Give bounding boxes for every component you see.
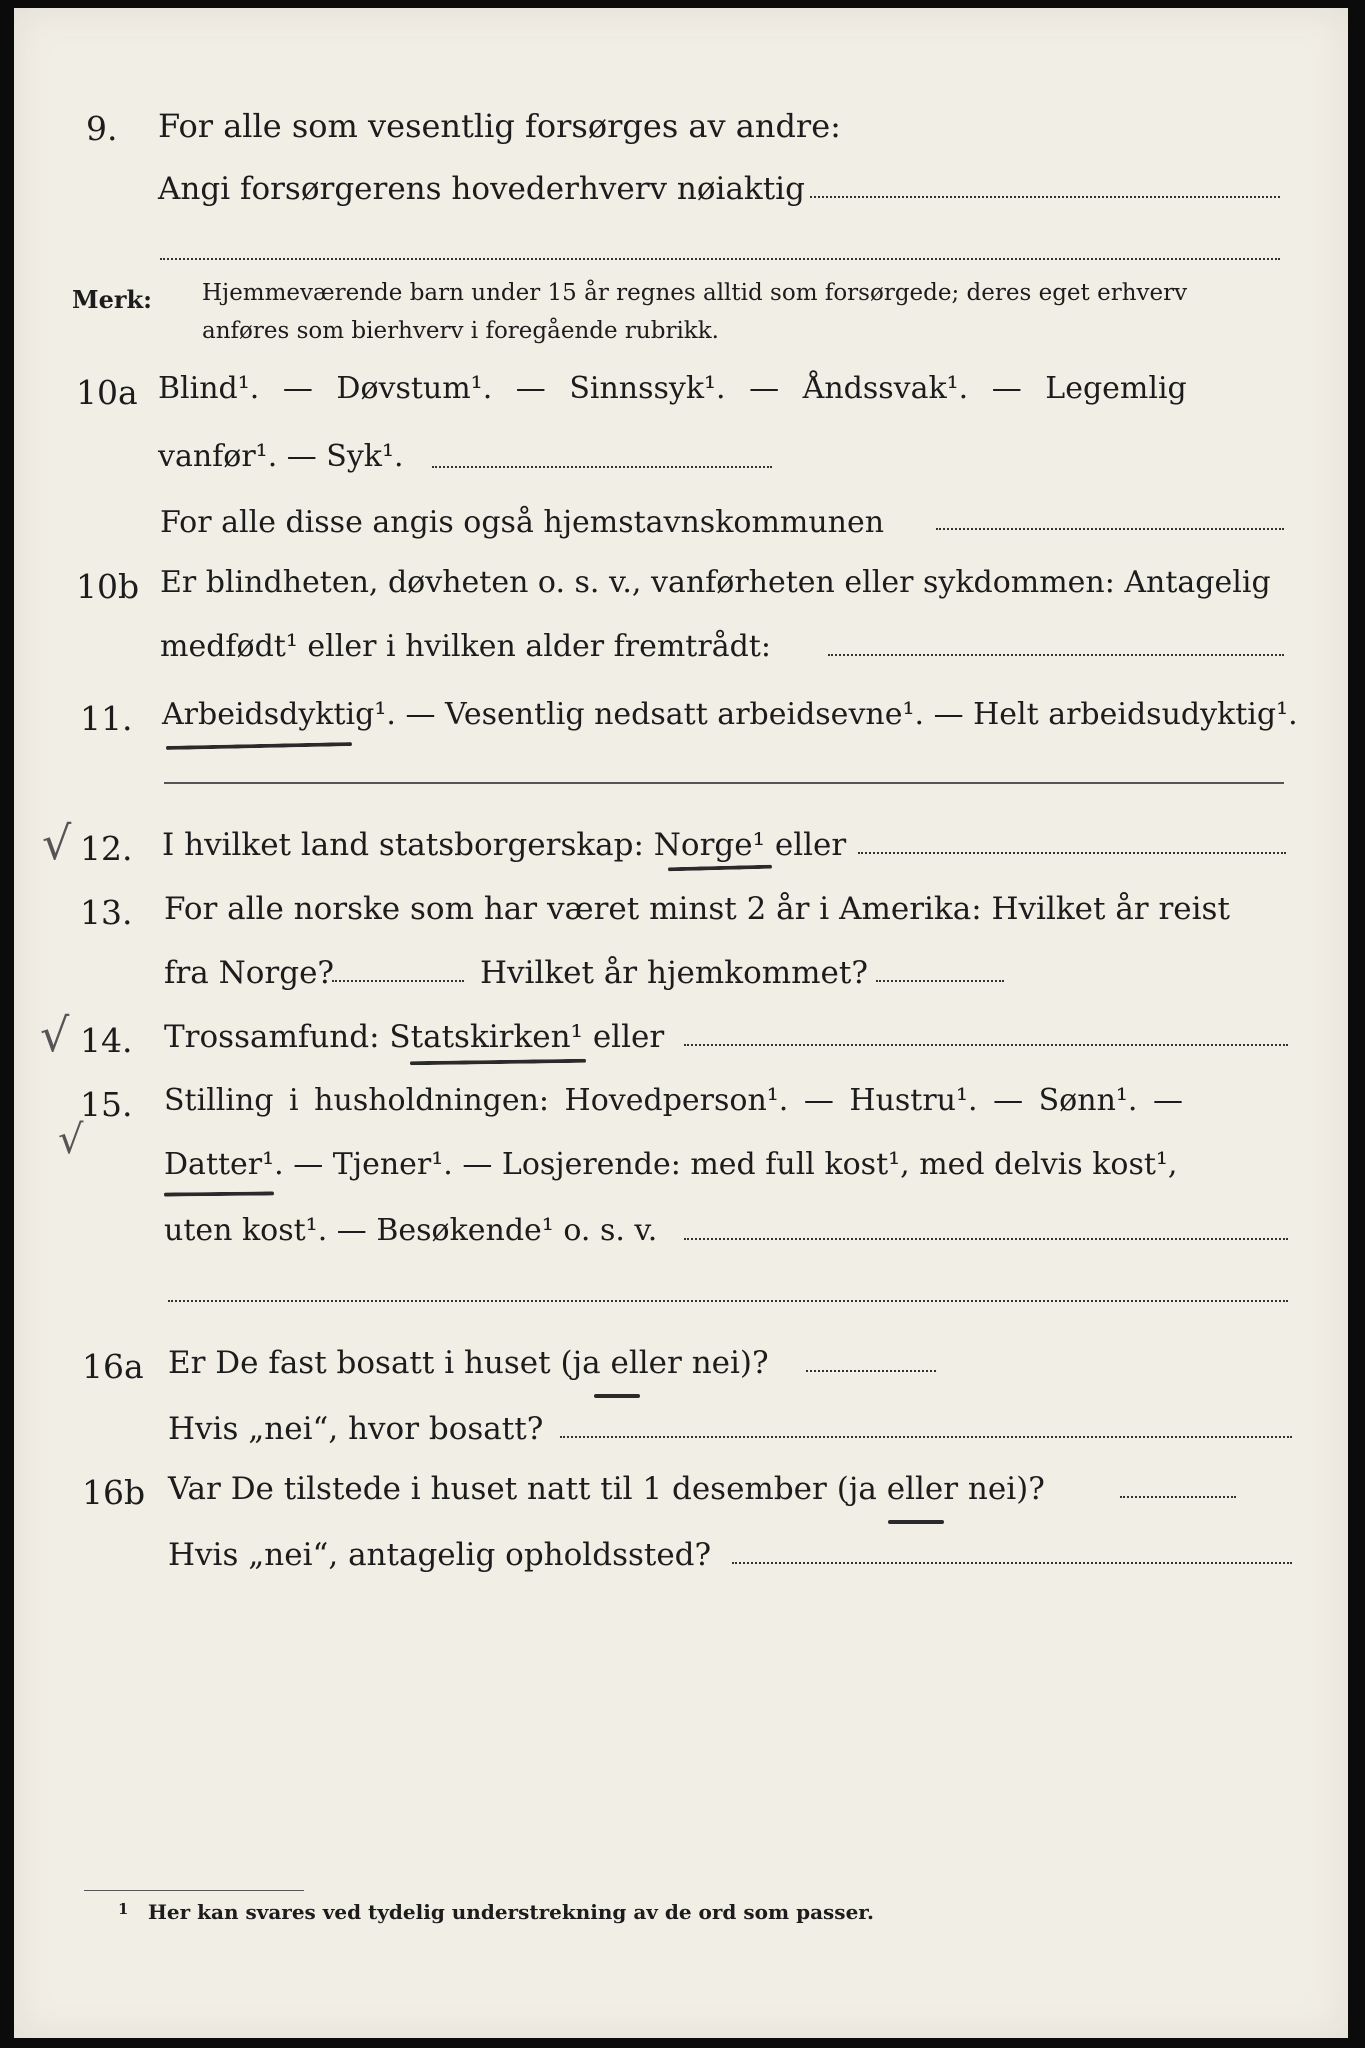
q11-answer-line[interactable] [164, 782, 1284, 784]
q16b-line1: Var De tilstede i huset natt til 1 desember (ja eller nei)? [168, 1471, 1045, 1507]
merk-line1: Hjemmeværende barn under 15 år regnes alltid som forsørgede; deres eget erhverv [202, 280, 1188, 306]
q16b-whereabouts-line[interactable] [732, 1562, 1292, 1564]
q9-answer-line-2[interactable] [160, 258, 1280, 260]
q13-line2b: Hvilket år hjemkommet? [480, 955, 868, 991]
q16b-answer-line[interactable] [1120, 1496, 1236, 1498]
q9-line1: For alle som vesentlig forsørges av andre: [158, 107, 841, 145]
q15-line2: Datter¹. — Tjener¹. — Losjerende: med full kost¹, med delvis kost¹, [164, 1147, 1178, 1182]
q13-line1: For alle norske som har været minst 2 år i Amerika: Hvilket år reist [164, 891, 1230, 927]
q15-number: 15. [80, 1085, 133, 1124]
q15-line1: Stilling i husholdningen: Hovedperson¹. — Hustru¹. — Sønn¹. — [164, 1083, 1183, 1118]
q10a-line1: Blind¹. — Døvstum¹. — Sinnssyk¹. — Åndssvak¹. — Legemlig [158, 371, 1187, 406]
q14-line1: Trossamfund: Statskirken¹ eller [164, 1019, 665, 1055]
q10b-line1: Er blindheten, døvheten o. s. v., vanførheten eller sykdommen: Antagelig [160, 565, 1271, 600]
q15-check-mark: √ [58, 1117, 84, 1163]
q14-number: 14. [80, 1021, 133, 1060]
q16b-underline-mark [888, 1520, 944, 1524]
q15-answer-line-2[interactable] [168, 1300, 1288, 1302]
q10a-number: 10a [76, 373, 138, 412]
q14-check-mark: √ [40, 1008, 70, 1062]
q12-line1: I hvilket land statsborgerskap: Norge¹ eller [162, 827, 847, 863]
q12-answer-line[interactable] [858, 852, 1286, 854]
q14-answer-line[interactable] [684, 1044, 1288, 1046]
q15-line3: uten kost¹. — Besøkende¹ o. s. v. [164, 1213, 658, 1248]
q9-line2: Angi forsørgerens hovederhverv nøiaktig [158, 171, 805, 207]
q9-number: 9. [86, 109, 118, 148]
q13-year-returned-line[interactable] [876, 980, 1004, 982]
q15-answer-line[interactable] [684, 1238, 1288, 1240]
q13-line2a: fra Norge? [164, 955, 335, 991]
merk-line2: anføres som bierhverv i foregående rubrikk. [202, 318, 719, 344]
q16a-answer-line[interactable] [806, 1370, 936, 1372]
q13-year-left-line[interactable] [332, 980, 464, 982]
q13-number: 13. [80, 893, 133, 932]
q16a-residence-line[interactable] [560, 1436, 1292, 1438]
q12-number: 12. [80, 829, 133, 868]
q10b-line2: medfødt¹ eller i hvilken alder fremtrådt: [160, 629, 771, 664]
q10a-line2: vanfør¹. — Syk¹. [158, 439, 404, 474]
q16a-number: 16a [82, 1347, 144, 1386]
q10b-number: 10b [76, 567, 140, 606]
q9-answer-line[interactable] [810, 196, 1280, 198]
footnote-text: Her kan svares ved tydelig understrekning av de ord som passer. [148, 1900, 874, 1924]
q10a-home-municipality-line[interactable] [936, 528, 1284, 530]
q16a-line2: Hvis „nei“, hvor bosatt? [168, 1411, 544, 1447]
q10a-answer-line[interactable] [432, 466, 772, 468]
q16a-underline-mark [594, 1394, 640, 1398]
footnote-rule [84, 1890, 304, 1891]
q11-line1: Arbeidsdyktig¹. — Vesentlig nedsatt arbeidsevne¹. — Helt arbeidsudyktig¹. [162, 697, 1298, 732]
q16a-line1: Er De fast bosatt i huset (ja eller nei)? [168, 1345, 769, 1381]
q16b-line2: Hvis „nei“, antagelig opholdssted? [168, 1537, 712, 1573]
q12-check-mark: √ [42, 816, 72, 870]
footnote-mark: 1 [118, 1900, 129, 1918]
q11-number: 11. [80, 699, 133, 738]
merk-label: Merk: [72, 285, 152, 314]
q10a-line3: For alle disse angis også hjemstavnskommunen [160, 505, 885, 540]
q10b-answer-line[interactable] [828, 654, 1284, 656]
q16b-number: 16b [82, 1473, 146, 1512]
